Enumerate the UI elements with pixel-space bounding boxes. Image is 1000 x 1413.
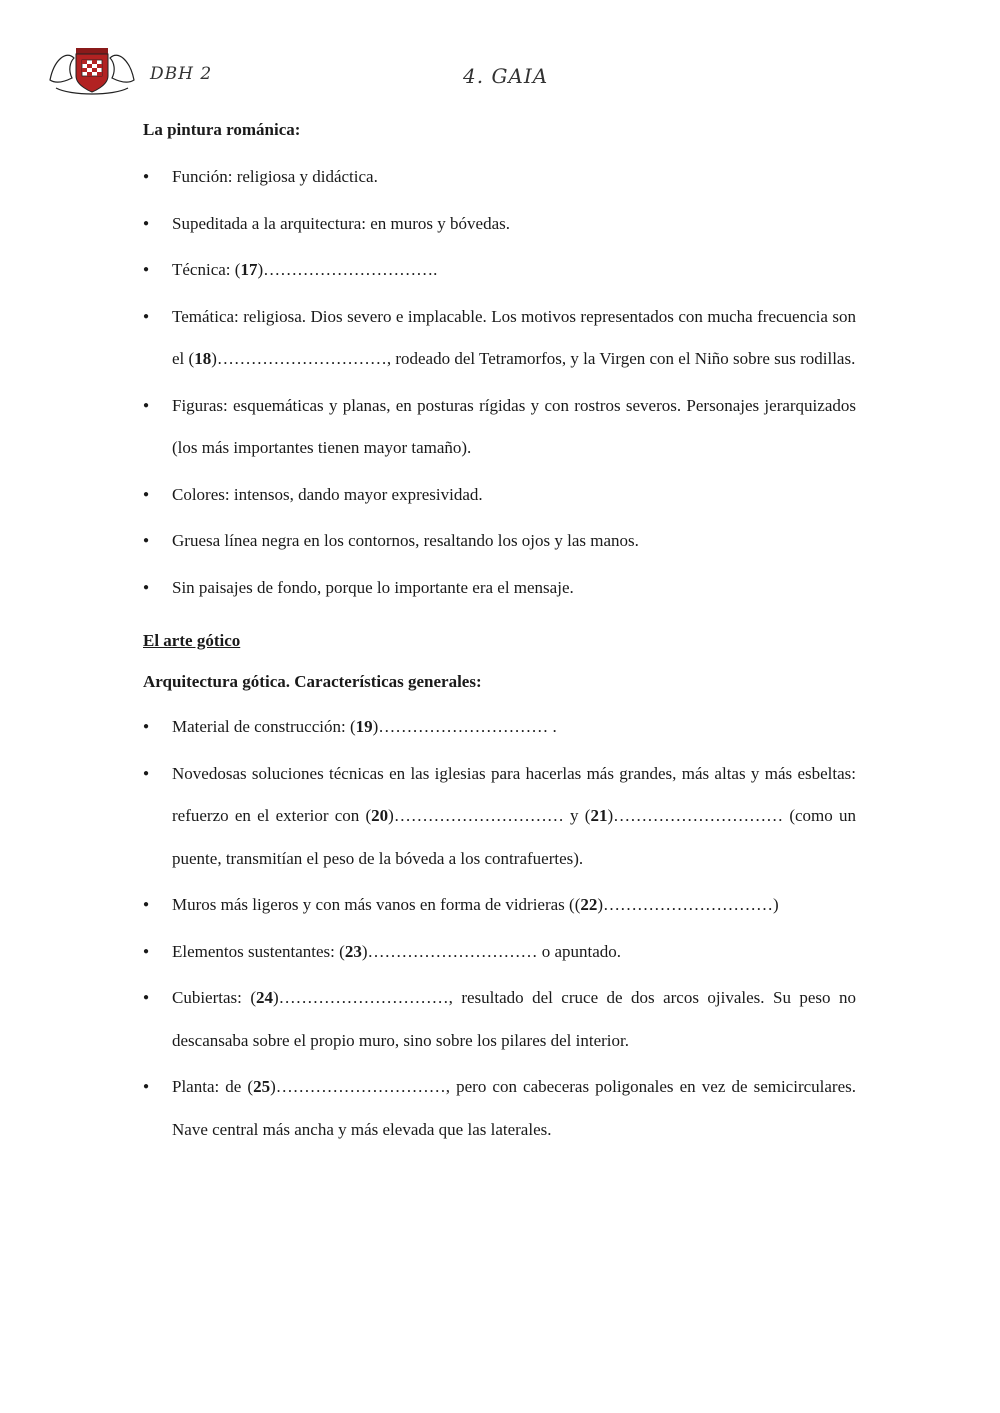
blank-22[interactable]: )…………………………) (597, 895, 779, 914)
romanic-list (143, 156, 856, 609)
blank-23[interactable]: )………………………… o apuntado. (361, 941, 622, 961)
blank-number-17: 17 (240, 260, 258, 279)
blank-number-21: 21 (590, 806, 608, 825)
list-item: ● Planta: de (25)…………………………, pero con cabeceras poligonales en vez de semicirculares. Nave central más ancha y más elevada que las laterales. (143, 1066, 856, 1151)
blank-number-18: 18 (194, 349, 212, 368)
gothic-list (143, 706, 856, 1151)
section-title-gothic-art: El arte gótico (143, 631, 241, 650)
list-item: ● Gruesa línea negra en los contornos, resaltando los ojos y las manos. (143, 520, 856, 563)
blank-number-22: 22 (580, 895, 598, 914)
header-course: DBH 2 (150, 64, 213, 84)
document-body (143, 118, 856, 1151)
list-item: ● Elementos sustentantes: (23)………………………… o apuntado. (143, 931, 856, 974)
section-title-romanic-painting: La pintura románica: (143, 120, 301, 139)
blank-19[interactable]: )………………………… . (372, 717, 557, 736)
blank-17[interactable]: )…………………………. (257, 260, 438, 279)
blank-18[interactable]: )…………………………, rodeado del Tetramorfos, y la Virgen con el Niño sobre sus rodillas. (211, 349, 856, 368)
section-subtitle-gothic-architecture: Arquitectura gótica. Características generales: (143, 672, 482, 691)
list-item: ● Supeditada a la arquitectura: en muros y bóvedas. (143, 203, 856, 246)
list-item: ● Sin paisajes de fondo, porque lo importante era el mensaje. (143, 567, 856, 610)
list-item: ● Colores: intensos, dando mayor expresividad. (143, 474, 856, 517)
blank-20[interactable]: )………………………… y ( (388, 806, 591, 825)
list-item: ● Cubiertas: (24)…………………………, resultado del cruce de dos arcos ojivales. Su peso no descansaba sobre el propio muro, sino sobre los pilares del interior. (143, 977, 856, 1062)
list-item: ● Muros más ligeros y con más vanos en forma de vidrieras ((22)…………………………) (143, 884, 856, 927)
list-item: ● Material de construcción: (19)………………………… . (143, 706, 856, 749)
blank-number-20: 20 (371, 806, 389, 825)
school-crest-logo (46, 40, 138, 100)
list-item: ● Temática: religiosa. Dios severo e implacable. Los motivos representados con mucha frecuencia son el (18)…………………………, rodeado del Tetramorfos, y la Virgen con el Niño sobre sus rodillas. (143, 296, 856, 381)
list-item: ● Figuras: esquemáticas y planas, en posturas rígidas y con rostros severos. Personajes jerarquizados (los más importantes tienen mayor tamaño). (143, 385, 856, 470)
list-item: ● Función: religiosa y didáctica. (143, 156, 856, 199)
list-item: ● Novedosas soluciones técnicas en las iglesias para hacerlas más grandes, más altas y más esbeltas: refuerzo en el exterior con (20)………………………… y (21)………………………… (como un puente, transmitían el peso de la bóveda a los contrafuertes). (143, 753, 856, 881)
blank-24[interactable]: )…………………………, resultado del cruce de dos arcos ojivales. Su peso no descansaba sobre el propio muro, sino sobre los pilares del interior. (172, 988, 856, 1050)
header-unit-title: 4. GAIA (463, 64, 549, 88)
blank-25[interactable]: )…………………………, pero con cabeceras poligonales en vez de semicirculares. Nave central más ancha y más elevada que las laterales. (172, 1077, 857, 1139)
blank-21[interactable]: )………………………… (como un puente, transmitían el peso de la bóveda a los contrafuertes). (172, 806, 857, 868)
blank-number-19: 19 (355, 717, 373, 736)
list-item: ● Técnica: (17)…………………………. (143, 249, 856, 292)
blank-number-23: 23 (344, 941, 362, 961)
blank-number-24: 24 (255, 988, 273, 1007)
blank-number-25: 25 (253, 1077, 271, 1096)
